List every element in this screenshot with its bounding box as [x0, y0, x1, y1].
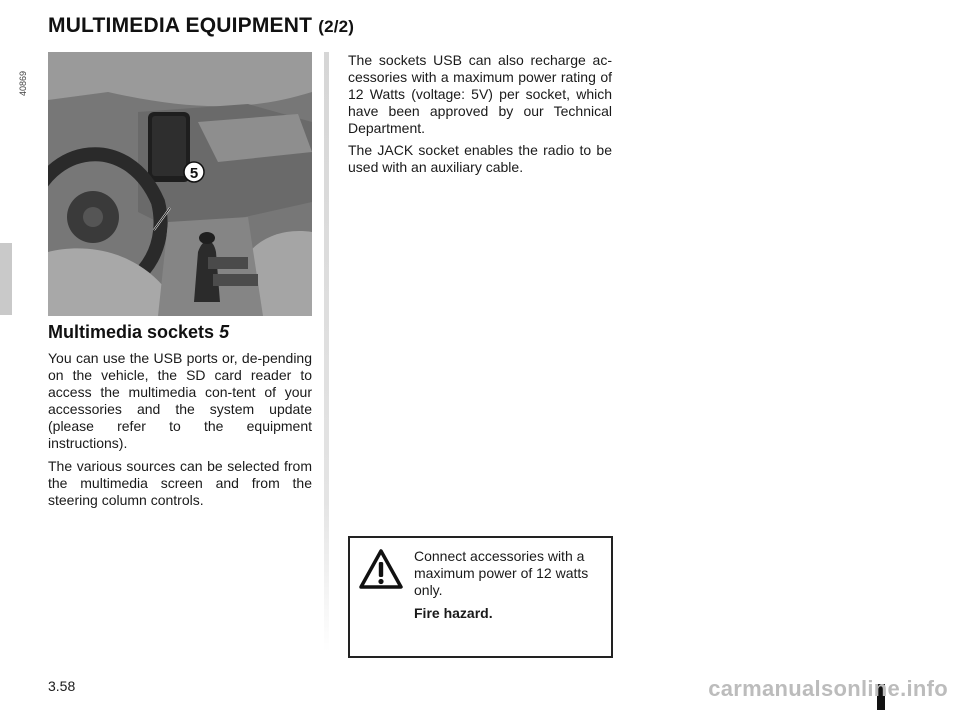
warning-box	[348, 536, 613, 658]
page-title-text: MULTIMEDIA EQUIPMENT	[48, 14, 313, 37]
page-title-suffix: (2/2)	[318, 17, 355, 36]
warning-triangle-icon	[358, 547, 404, 593]
figure-reference-code: 40869	[18, 70, 28, 96]
section-heading-text: Multimedia sockets	[48, 322, 215, 342]
chapter-side-tab	[0, 243, 12, 315]
section-heading-ref: 5	[219, 322, 230, 342]
sources-paragraph: The various sources can be selected from the multimedia screen and from the steering column controls.	[48, 458, 312, 508]
dashboard-illustration	[48, 52, 312, 316]
column-divider	[324, 52, 329, 652]
usb-recharge-paragraph: The sockets USB can also recharge ac-cessories with a maximum power rating of 12 Watts (voltage: 5V) per socket, which have been approved by our Technical Department.	[348, 52, 612, 136]
watermark: carmanualsonline.info	[708, 676, 948, 701]
usb-ports-paragraph: You can use the USB ports or, de-pending on the vehicle, the SD card reader to access the multimedia con-tent of your accessories and the system update (please refer to the equipment instructions).	[48, 350, 312, 451]
warning-hazard: Fire hazard.	[414, 605, 493, 621]
page-title	[48, 14, 354, 38]
jack-socket-paragraph: The JACK socket enables the radio to be used with an auxiliary cable.	[348, 142, 612, 175]
warning-text: Connect accessories with a maximum power of 12 watts only.	[414, 548, 589, 598]
figure-callout-label: 5	[189, 165, 199, 182]
page-number: 3.58	[48, 678, 76, 694]
section-heading	[48, 322, 229, 343]
